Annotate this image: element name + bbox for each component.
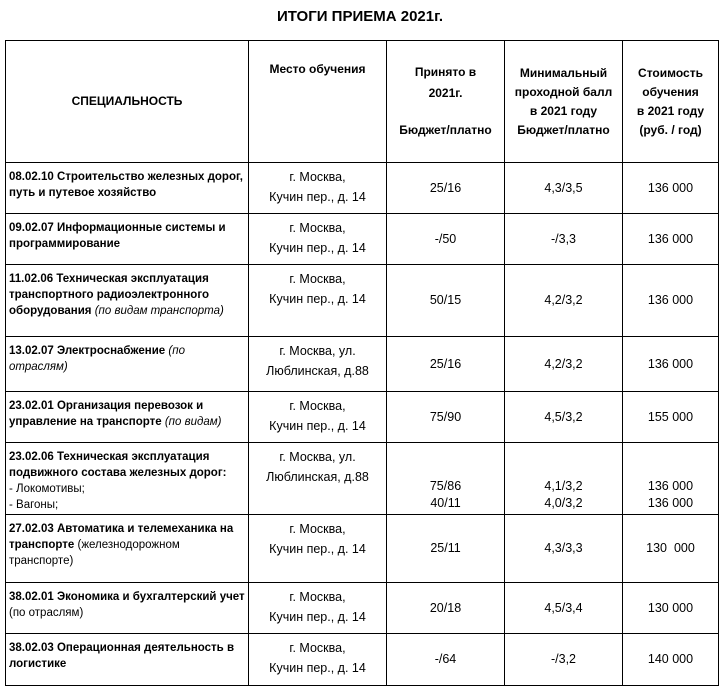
cost-value: 136 000 — [647, 293, 694, 307]
accepted-value: 25/11 — [430, 541, 461, 555]
location-cell — [249, 583, 387, 634]
specialty-note: (по отраслям) — [9, 607, 84, 619]
accepted-cell — [387, 443, 505, 515]
location-cell — [249, 163, 387, 214]
header-minscore-line1: Минимальный — [519, 65, 608, 80]
minscore-value-1: 4,1/3,2 — [544, 479, 583, 493]
location-line1: г. Москва, — [289, 221, 346, 235]
table-row — [6, 515, 719, 583]
minscore-cell — [505, 443, 623, 515]
cost-cell — [623, 515, 719, 583]
cost-cell — [623, 214, 719, 265]
cost-cell — [623, 163, 719, 214]
cost-value: 136 000 — [647, 356, 694, 371]
cost-value-2: 136 000 — [647, 496, 694, 510]
table-row — [6, 443, 719, 515]
location-cell — [249, 265, 387, 337]
minscore-value: -/3,2 — [550, 652, 576, 666]
header-specialty-label: СПЕЦИАЛЬНОСТЬ — [71, 94, 183, 108]
table-row — [6, 634, 719, 686]
location-line2: Кучин пер., д. 14 — [269, 610, 366, 624]
header-minscore-line2: проходной балл — [514, 84, 613, 99]
cost-value: 155 000 — [647, 409, 694, 424]
location-line1: г. Москва, — [289, 399, 346, 413]
location-line2: Кучин пер., д. 14 — [269, 661, 366, 675]
specialty-cell — [6, 214, 249, 265]
cost-value: 130 000 — [647, 600, 694, 615]
table-row — [6, 583, 719, 634]
minscore-cell — [505, 634, 623, 686]
specialty-name: 23.02.01 Организация перевозок и управление на транспорте — [9, 400, 204, 428]
cost-value: 140 000 — [647, 652, 694, 666]
location-line2: Кучин пер., д. 14 — [269, 241, 366, 255]
accepted-value: 50/15 — [429, 293, 462, 307]
location-line2: Люблинская, д.88 — [266, 364, 369, 378]
cost-value-1: 136 000 — [647, 479, 694, 493]
minscore-cell — [505, 515, 623, 583]
specialty-cell — [6, 265, 249, 337]
specialty-sub-locomotives: - Локомотивы; — [9, 483, 85, 495]
table-row — [6, 214, 719, 265]
header-cost-line3: в 2021 году — [636, 103, 705, 118]
minscore-cell — [505, 214, 623, 265]
header-row — [6, 41, 719, 163]
accepted-value: 20/18 — [429, 600, 462, 615]
accepted-cell — [387, 583, 505, 634]
location-line1: г. Москва, — [289, 641, 346, 655]
accepted-value: 25/16 — [429, 356, 462, 371]
accepted-cell — [387, 163, 505, 214]
accepted-cell — [387, 265, 505, 337]
table-row — [6, 163, 719, 214]
minscore-value: 4,2/3,2 — [544, 293, 583, 307]
location-line2: Кучин пер., д. 14 — [269, 190, 366, 204]
specialty-name: 38.02.01 Экономика и бухгалтерский учет — [9, 591, 245, 603]
accepted-value: -/64 — [434, 652, 457, 666]
cost-value: 130 000 — [646, 541, 695, 555]
specialty-name: 09.02.07 Информационные системы и программирование — [9, 222, 226, 250]
specialty-note: (по видам) — [164, 416, 222, 428]
minscore-value: -/3,3 — [550, 231, 576, 246]
header-accepted — [387, 41, 505, 163]
specialty-cell — [6, 634, 249, 686]
cost-cell — [623, 265, 719, 337]
specialty-cell — [6, 443, 249, 515]
location-cell — [249, 337, 387, 392]
minscore-cell — [505, 392, 623, 443]
specialty-name: 23.02.06 Техническая эксплуатация подвижного состава железных дорог: — [9, 451, 227, 479]
minscore-value-2: 4,0/3,2 — [544, 496, 583, 510]
header-location-label: Место обучения — [269, 62, 366, 76]
specialty-note: (по отраслям) — [9, 345, 185, 373]
minscore-cell — [505, 265, 623, 337]
location-cell — [249, 392, 387, 443]
cost-value: 136 000 — [647, 180, 694, 195]
specialty-cell — [6, 337, 249, 392]
accepted-cell — [387, 337, 505, 392]
location-line2: Кучин пер., д. 14 — [269, 542, 366, 556]
specialty-name: 27.02.03 Автоматика и телемеханика на транспорте — [9, 523, 234, 551]
minscore-value: 4,3/3,3 — [544, 541, 583, 555]
specialty-sub-wagons: - Вагоны; — [9, 499, 59, 511]
cost-cell — [623, 392, 719, 443]
location-line2: Люблинская, д.88 — [266, 470, 369, 484]
header-accepted-line1: Принято в — [414, 65, 477, 79]
header-minscore — [505, 41, 623, 163]
accepted-value: 75/90 — [429, 409, 462, 424]
table-row — [6, 337, 719, 392]
specialty-cell — [6, 515, 249, 583]
minscore-cell — [505, 583, 623, 634]
minscore-value: 4,2/3,2 — [544, 356, 583, 371]
accepted-value-1: 75/86 — [429, 479, 462, 493]
header-cost-line4: (руб. / год) — [639, 122, 702, 137]
accepted-cell — [387, 634, 505, 686]
location-line1: г. Москва, — [289, 590, 346, 604]
header-cost — [623, 41, 719, 163]
location-cell — [249, 515, 387, 583]
admission-table — [5, 40, 719, 686]
specialty-cell — [6, 392, 249, 443]
specialty-cell — [6, 583, 249, 634]
location-line1: г. Москва, ул. — [279, 344, 356, 358]
minscore-value: 4,5/3,2 — [544, 409, 583, 424]
location-cell — [249, 214, 387, 265]
table-row — [6, 392, 719, 443]
header-minscore-line4: Бюджет/платно — [517, 122, 610, 137]
accepted-value-2: 40/11 — [430, 496, 461, 510]
specialty-note: (по видам транспорта) — [94, 305, 224, 317]
header-specialty — [6, 41, 249, 163]
specialty-cell — [6, 163, 249, 214]
header-cost-line1: Стоимость — [638, 65, 703, 80]
table-row — [6, 265, 719, 337]
accepted-value: 25/16 — [429, 180, 462, 195]
specialty-name: 13.02.07 Электроснабжение — [9, 345, 166, 357]
location-cell — [249, 634, 387, 686]
cost-cell — [623, 443, 719, 515]
location-line1: г. Москва, — [289, 522, 346, 536]
header-accepted-line2: 2021г. — [428, 86, 463, 100]
specialty-name: 08.02.10 Строительство железных дорог, путь и путевое хозяйство — [9, 171, 243, 199]
cost-cell — [623, 337, 719, 392]
location-line2: Кучин пер., д. 14 — [269, 419, 366, 433]
location-line1: г. Москва, — [289, 170, 346, 184]
accepted-value: -/50 — [434, 231, 457, 246]
location-line2: Кучин пер., д. 14 — [269, 292, 366, 306]
cost-value: 136 000 — [647, 231, 694, 246]
header-minscore-line3: в 2021 году — [529, 103, 598, 118]
location-line1: г. Москва, — [289, 272, 346, 286]
cost-cell — [623, 583, 719, 634]
accepted-cell — [387, 515, 505, 583]
header-cost-line2: обучения — [642, 84, 699, 99]
cost-cell — [623, 634, 719, 686]
accepted-cell — [387, 214, 505, 265]
specialty-name: 11.02.06 Техническая эксплуатация транспортного радиоэлектронного оборудования — [9, 273, 209, 317]
page-title: ИТОГИ ПРИЕМА 2021г. — [276, 8, 444, 25]
minscore-value: 4,5/3,4 — [544, 600, 583, 615]
minscore-value: 4,3/3,5 — [544, 180, 583, 195]
specialty-name: 38.02.03 Операционная деятельность в логистике — [9, 642, 235, 670]
header-accepted-line3: Бюджет/платно — [399, 123, 492, 137]
minscore-cell — [505, 163, 623, 214]
header-location — [249, 41, 387, 163]
accepted-cell — [387, 392, 505, 443]
location-cell — [249, 443, 387, 515]
location-line1: г. Москва, ул. — [279, 450, 356, 464]
minscore-cell — [505, 337, 623, 392]
specialty-note: (железнодорожном транспорте) — [9, 539, 180, 567]
